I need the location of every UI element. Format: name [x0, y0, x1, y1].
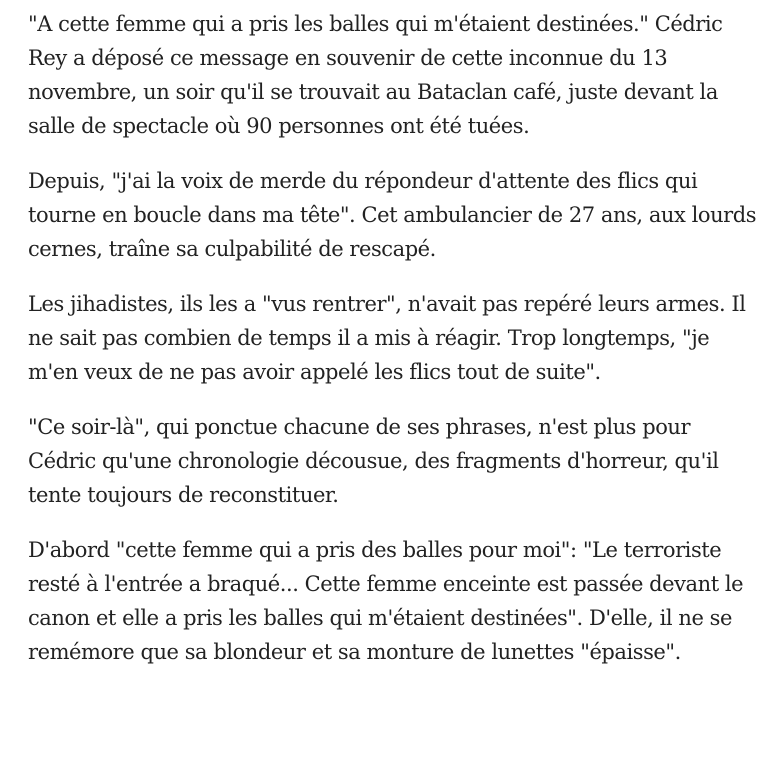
article-paragraph: "A cette femme qui a pris les balles qui m'étaient destinées." Cédric Rey a déposé ce message en souvenir de cette inconnue du 13 novembre, un soir qu'il se trouvait au Bataclan café, juste devant la salle de spectacle où 90 personnes ont été tuées.: [28, 12, 723, 138]
article-paragraph: "Ce soir-là", qui ponctue chacune de ses phrases, n'est plus pour Cédric qu'une chronologie décousue, des fragments d'horreur, qu'il tente toujours de reconstituer.: [28, 415, 719, 507]
article-paragraph: Les jihadistes, ils les a "vus rentrer", n'avait pas repéré leurs armes. Il ne sait pas combien de temps il a mis à réagir. Trop longtemps, "je m'en veux de ne pas avoir appelé les flics tout de suite".: [28, 292, 746, 384]
article-paragraph: Depuis, "j'ai la voix de merde du répondeur d'attente des flics qui tourne en boucle dans ma tête". Cet ambulancier de 27 ans, aux lourds cernes, traîne sa culpabilité de rescapé.: [28, 169, 757, 261]
article-paragraph: D'abord "cette femme qui a pris des balles pour moi": "Le terroriste resté à l'entrée a braqué... Cette femme enceinte est passée devant le canon et elle a pris les balles qui m'étaient destinées". D'elle, il ne se remémore que sa blondeur et sa monture de lunettes "épaisse".: [28, 538, 744, 664]
